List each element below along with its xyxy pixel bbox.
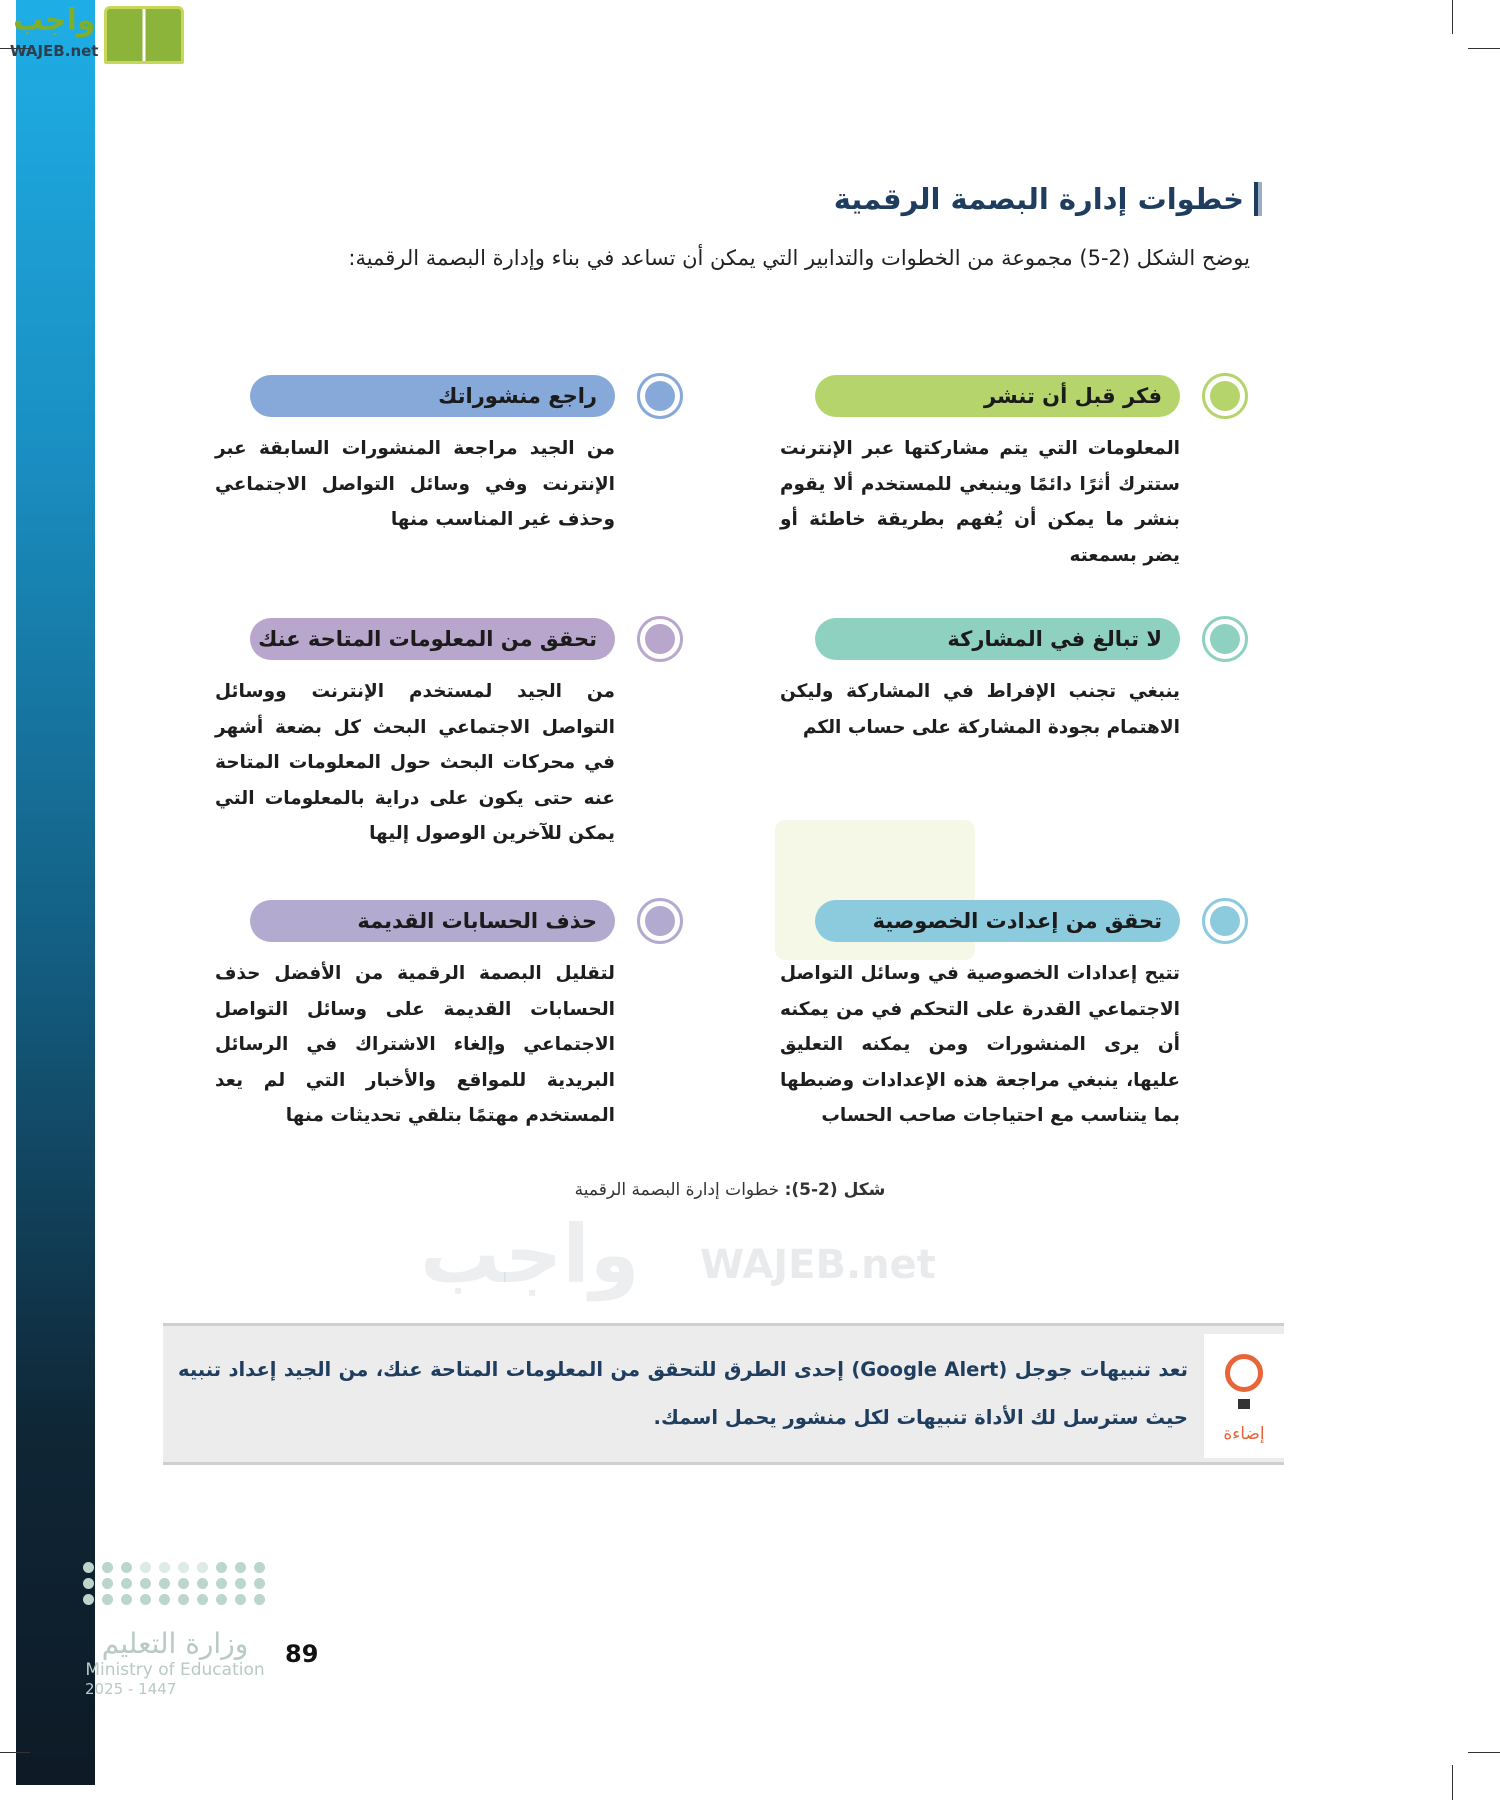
- step-body: تتيح إعدادات الخصوصية في وسائل التواصل الاجتماعي القدرة على التحكم في من يمكنه أن يرى المنشورات ومن يمكنه التعليق عليها، ينبغي مراجعة هذه الإعدادات وضبطها بما يتناسب مع احتياجات صاحب الحساب: [780, 963, 1180, 1126]
- ministry-name-en: Ministry of Education: [85, 1660, 265, 1680]
- step-body: لتقليل البصمة الرقمية من الأفضل حذف الحسابات القديمة على وسائل التواصل الاجتماعي وإلغاء الاشتراك في الرسائل البريدية للمواقع والأخبار التي لم يعد المستخدم مهتمًا بتلقي تحديثات منها: [215, 963, 615, 1126]
- crop-mark: [1452, 1765, 1453, 1800]
- tip-box: [163, 1323, 1284, 1465]
- year: 2025 - 1447: [85, 1680, 177, 1698]
- dot: [159, 1594, 170, 1605]
- page-number: 89: [285, 1640, 319, 1668]
- dot: [216, 1594, 227, 1605]
- logo-text: واجب WAJEB.net: [10, 3, 99, 60]
- tip-icon-box: [1204, 1334, 1284, 1458]
- title-marker: [1254, 182, 1262, 216]
- dot: [197, 1562, 208, 1573]
- step-body: من الجيد مراجعة المنشورات السابقة عبر الإنترنت وفي وسائل التواصل الاجتماعي وحذف غير المناسب منها: [215, 438, 615, 530]
- step-item: [750, 618, 1180, 878]
- dot: [235, 1594, 246, 1605]
- step-body: من الجيد لمستخدم الإنترنت ووسائل التواصل الاجتماعي البحث كل بضعة أشهر في محركات البحث حول المعلومات المتاحة عنه حتى يكون على دراية بالمعلومات التي يمكن للآخرين الوصول إليها: [215, 681, 615, 844]
- dot: [254, 1562, 265, 1573]
- dot: [254, 1594, 265, 1605]
- dot: [254, 1578, 265, 1589]
- figure-caption: شكل (2-5): خطوات إدارة البصمة الرقمية: [574, 1180, 886, 1200]
- ministry-name-ar: وزارة التعليم: [101, 1627, 249, 1660]
- ministry-logo: [85, 1562, 265, 1698]
- dot: [235, 1562, 246, 1573]
- step-title: راجع منشوراتك: [250, 375, 615, 417]
- book-icon: [104, 6, 184, 64]
- step-item: [185, 375, 615, 635]
- lightbulb-icon: [1225, 1354, 1263, 1392]
- dot: [159, 1578, 170, 1589]
- dot: [197, 1594, 208, 1605]
- dot: [121, 1578, 132, 1589]
- section-title: خطوات إدارة البصمة الرقمية: [834, 182, 1262, 216]
- dot: [216, 1562, 227, 1573]
- step-body: ينبغي تجنب الإفراط في المشاركة وليكن الاهتمام بجودة المشاركة على حساب الكم: [780, 681, 1180, 738]
- dot: [83, 1578, 94, 1589]
- dot: [102, 1578, 113, 1589]
- ministry-dots: [85, 1562, 265, 1605]
- dot: [178, 1594, 189, 1605]
- dot: [102, 1562, 113, 1573]
- step-title: تحقق من المعلومات المتاحة عنك: [250, 618, 615, 660]
- dot: [178, 1562, 189, 1573]
- dot: [178, 1578, 189, 1589]
- crop-mark: [1468, 1752, 1500, 1753]
- dot: [121, 1594, 132, 1605]
- dot: [83, 1594, 94, 1605]
- crop-mark: [0, 1752, 30, 1753]
- dot: [102, 1594, 113, 1605]
- dot: [121, 1562, 132, 1573]
- step-bullet-icon: [637, 898, 683, 944]
- watermark-en: WAJEB.net: [700, 1242, 936, 1288]
- step-item: [750, 375, 1180, 635]
- step-bullet-icon: [1202, 616, 1248, 662]
- dot: [159, 1562, 170, 1573]
- step-item: [185, 900, 615, 1160]
- step-title: حذف الحسابات القديمة: [250, 900, 615, 942]
- step-title: تحقق من إعدادت الخصوصية: [815, 900, 1180, 942]
- dot: [216, 1578, 227, 1589]
- watermark: واجب: [420, 1208, 640, 1301]
- tip-label: إضاءة: [1223, 1424, 1265, 1444]
- crop-mark: [1468, 48, 1500, 49]
- crop-mark: [1452, 0, 1453, 34]
- step-bullet-icon: [1202, 898, 1248, 944]
- step-bullet-icon: [1202, 373, 1248, 419]
- dot: [140, 1594, 151, 1605]
- step-bullet-icon: [637, 616, 683, 662]
- dot: [197, 1578, 208, 1589]
- tip-text: تعد تنبيهات جوجل (Google Alert) إحدى الطرق للتحقق من المعلومات المتاحة عنك، من الجيد إعداد تنبيه حيث سترسل لك الأداة تنبيهات لكل منشور يحمل اسمك.: [178, 1358, 1188, 1429]
- step-item: [185, 618, 615, 878]
- step-title: لا تبالغ في المشاركة: [815, 618, 1180, 660]
- dot: [140, 1562, 151, 1573]
- dot: [140, 1578, 151, 1589]
- side-color-bar: [16, 0, 95, 1785]
- step-bullet-icon: [637, 373, 683, 419]
- step-body: المعلومات التي يتم مشاركتها عبر الإنترنت ستترك أثرًا دائمًا وينبغي للمستخدم ألا يقوم بنشر ما يمكن أن يُفهم بطريقة خاطئة أو يضر بسمعته: [780, 438, 1180, 566]
- dot: [235, 1578, 246, 1589]
- wajeb-logo[interactable]: [10, 3, 184, 66]
- step-item: [750, 900, 1180, 1160]
- dot: [83, 1562, 94, 1573]
- intro-text: يوضح الشكل (2-5) مجموعة من الخطوات والتدابير التي يمكن أن تساعد في بناء وإدارة البصمة الرقمية:: [348, 246, 1250, 270]
- step-title: فكر قبل أن تنشر: [815, 375, 1180, 417]
